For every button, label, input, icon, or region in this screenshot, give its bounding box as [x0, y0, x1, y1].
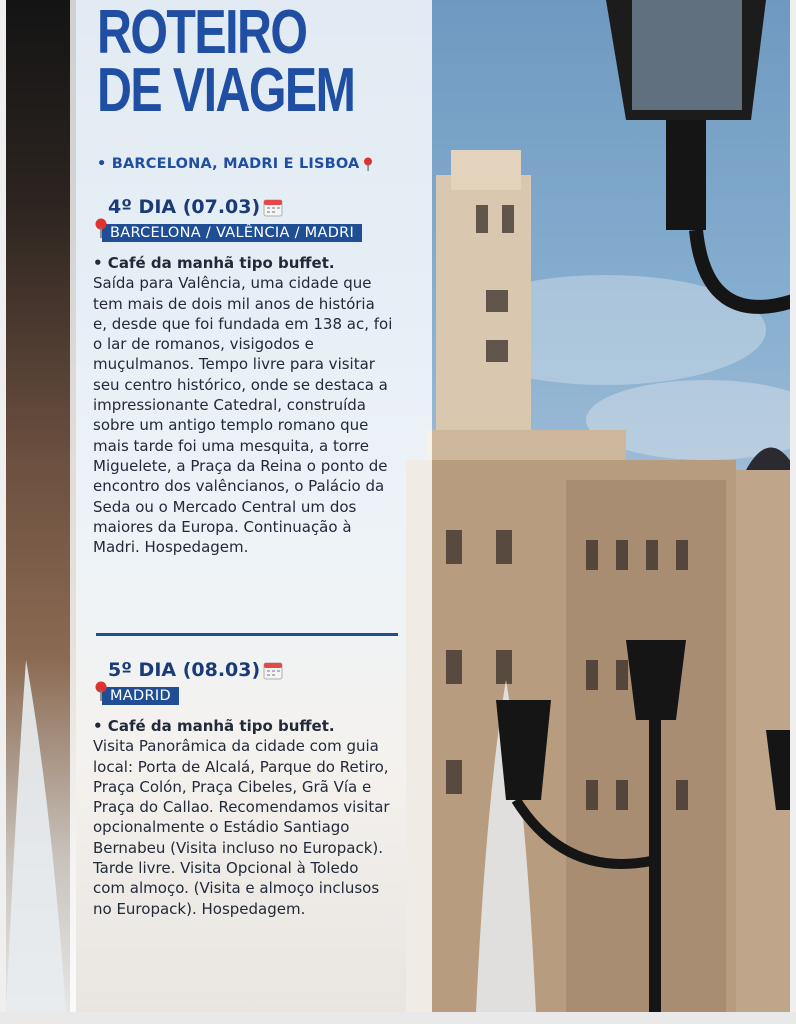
destinations-subtitle: [97, 156, 373, 172]
day-4-cities: BARCELONA / VALÊNCIA / MADRI: [102, 224, 362, 242]
page-title: [97, 0, 355, 125]
day-4-heading-text: 4º DIA (07.03): [108, 196, 261, 218]
day-4-breakfast: • Café da manhã tipo buffet.: [93, 254, 335, 272]
title-line-2: DE VIAGEM: [97, 56, 355, 125]
day-4-description: [93, 253, 393, 557]
day-4-city-label: [94, 224, 362, 242]
title-line-1: ROTEIRO: [97, 0, 307, 67]
map-pin-icon: [94, 218, 108, 238]
day-5-city-label: [94, 687, 179, 705]
bottom-border: [0, 1012, 796, 1024]
day-5-text: Visita Panorâmica da cidade com guia local: Porta de Alcalá, Parque do Retiro, Praça Colón, Praça Cibeles, Grã Vía e Praça do Callao. Recomendamos visitar opcionalmente o Estádio Santiago Bernabeu (Visita incluso no Europack). Tarde livre. Visita Opcional à Toledo com almoço. (Visita e almoço inclusos no Europack). Hospedagem.: [93, 737, 390, 918]
calendar-icon: [263, 660, 283, 680]
day-5-breakfast: • Café da manhã tipo buffet.: [93, 717, 335, 735]
map-pin-icon: [363, 157, 373, 171]
day-4-heading: [108, 196, 283, 218]
day-5-cities: MADRID: [102, 687, 179, 705]
day-4-text: Saída para Valência, uma cidade que tem mais de dois mil anos de história e, desde que foi fundada em 138 ac, foi o lar de romanos, visigodos e muçulmanos. Tempo livre para visitar seu centro histórico, onde se destaca a impressionante Catedral, construída sobre um antigo templo romano que mais tarde foi uma mesquita, a torre Miguelete, a Praça da Reina o ponto de encontro dos valêncianos, o Palácio da Seda ou o Mercado Central um dos maiores da Europa. Continuação à Madri. Hospedagem.: [93, 274, 393, 557]
calendar-icon: [263, 197, 283, 217]
day-5-description: [93, 716, 393, 919]
day-5-heading-text: 5º DIA (08.03): [108, 659, 261, 681]
day-5-heading: [108, 659, 283, 681]
section-divider: [96, 633, 398, 636]
map-pin-icon: [94, 681, 108, 701]
subtitle-text: • BARCELONA, MADRI E LISBOA: [97, 156, 360, 172]
